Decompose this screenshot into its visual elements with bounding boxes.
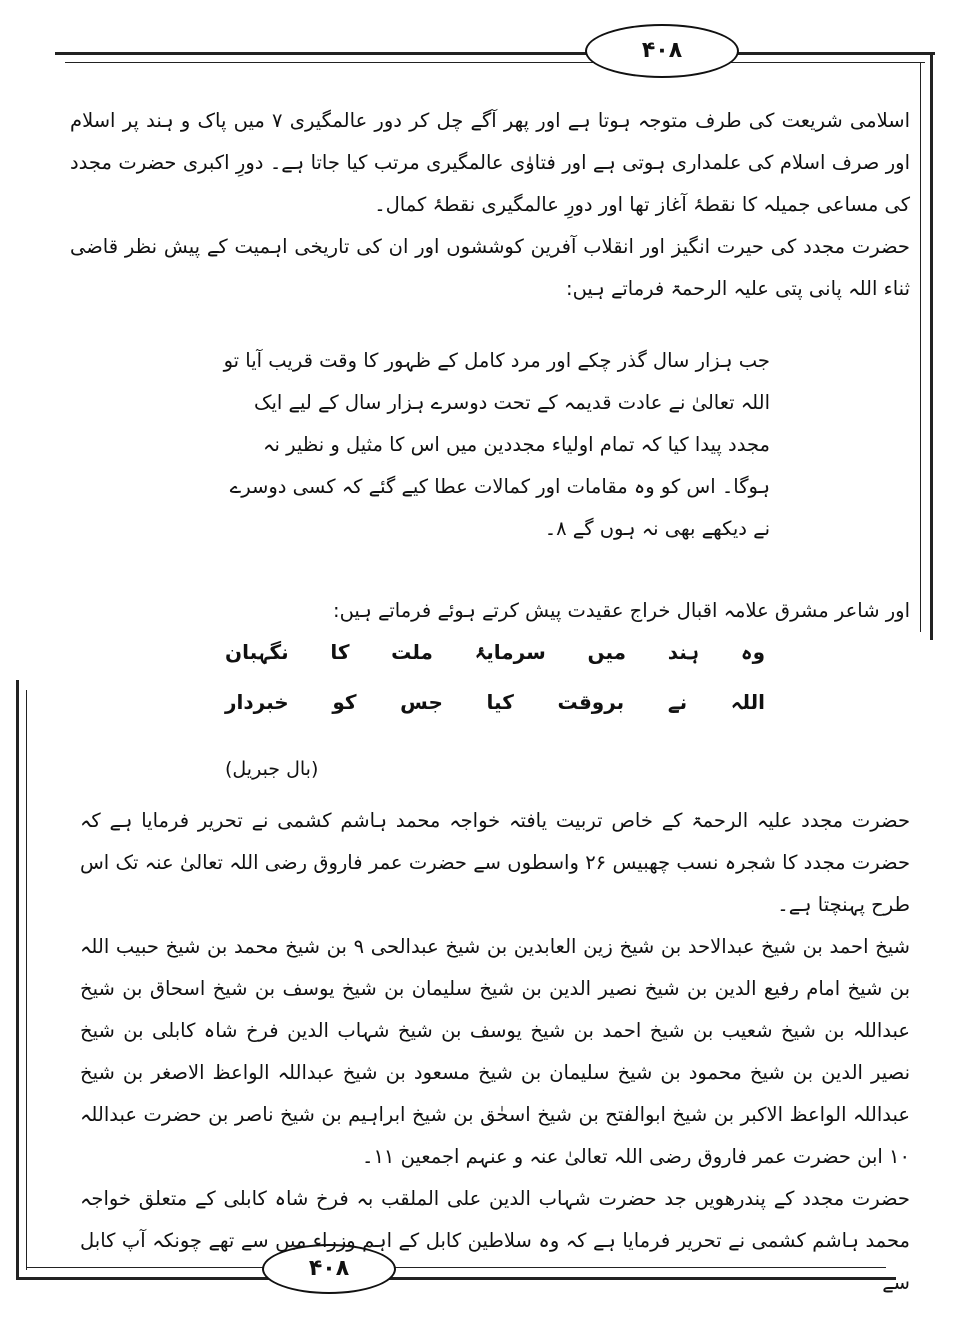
quote-text: جب ہزار سال گذر چکے اور مرد کامل کے ظہور کا وقت قریب آیا تو اللہ تعالیٰ نے عادت قدیمہ کے تحت دوسرے ہزار سال کے لیے ایک مجدد پیدا کیا کہ تمام اولیاء مجددین میں اس کا مثیل و نظیر نہ ہوگا۔ اس کو وہ مقامات اور کمالات عطا کیے گئے کہ کسی دوسرے نے دیکھے بھی نہ ہوں گے ۸۔ [223, 349, 770, 540]
verse-word: میں [587, 640, 627, 664]
block-quote [210, 340, 770, 550]
page-number-bottom: ۴۰۸ [262, 1244, 396, 1294]
verse-word: ہند [667, 640, 700, 664]
verse-word: نے [667, 690, 688, 714]
frame-top-line-inner [65, 62, 925, 63]
paragraph-1: اسلامی شریعت کی طرف متوجہ ہوتا ہے اور پھر آگے چل کر دور عالمگیری ۷ میں پاک و ہند پر اسلام اور صرف اسلام کی علمداری ہوتی ہے اور فتاوٰی عالمگیری مرتب کیا جاتا ہے۔ دورِ اکبری حضرت مجدد کی مساعی جمیلہ کا نقطۂ آغاز تھا اور دورِ عالمگیری نقطۂ کمال۔ [70, 109, 910, 216]
verse-line-1 [225, 640, 765, 664]
verse-citation: (بال جبریل) [225, 758, 319, 780]
paragraph-3-wrap [70, 590, 910, 632]
page-number-top: ۴۰۸ [585, 24, 739, 78]
paragraph-6: حضرت مجدد کے پندرھویں جد حضرت شہاب الدین علی الملقب بہ فرخ شاہ کابلی کے متعلق خواجہ محمد ہاشم کشمی نے تحریر فرمایا ہے کہ وہ سلاطین کابل کے اہم وزراء میں سے تھے چونکہ آپ کابل سے [80, 1187, 910, 1294]
verse-word: ملت [391, 640, 433, 664]
verse-word: کو [332, 690, 357, 714]
verse-word: بروقت [557, 690, 625, 714]
verse-word: سرمایۂ [474, 640, 546, 664]
verse-word: کا [330, 640, 350, 664]
frame-right-line [930, 52, 933, 640]
body-top [70, 100, 910, 310]
paragraph-3: اور شاعر مشرق علامہ اقبال خراج عقیدت پیش کرتے ہوئے فرماتے ہیں: [333, 599, 910, 622]
paragraph-5: شیخ احمد بن شیخ عبدالاحد بن شیخ زین العابدین بن شیخ عبدالحی ۹ بن شیخ محمد بن شیخ حبیب اللہ بن شیخ امام رفیع الدین بن شیخ نصیر الدین بن شیخ سلیمان بن شیخ یوسف بن شیخ اسحاق بن شیخ عبداللہ بن شیخ شعیب بن شیخ احمد بن شیخ یوسف بن شیخ شہاب الدین فرخ شاہ کابلی بن شیخ نصیر الدین بن شیخ محمود بن شیخ سلیمان بن شیخ مسعود بن شیخ عبداللہ الواعظ الاصغر بن شیخ عبداللہ الواعظ الاکبر بن شیخ ابوالفتح بن شیخ اسحٰق بن شیخ ابراہیم بن شیخ ناصر بن حضرت عبداللہ ۱۰ ابن حضرت عمر فاروق رضی اللہ تعالیٰ عنہ و عنہم اجمعین ۱۱۔ [80, 935, 910, 1168]
verse-word: جس [400, 690, 443, 714]
verse-line-2 [225, 690, 765, 714]
paragraph-4: حضرت مجدد علیہ الرحمۃ کے خاص تربیت یافتہ خواجہ محمد ہاشم کشمی نے تحریر فرمایا ہے کہ حضرت مجدد کا شجرہ نسب چھبیس ۲۶ واسطوں سے حضرت عمر فاروق رضی اللہ تعالیٰ عنہ تک اس طرح پہنچتا ہے۔ [80, 809, 910, 916]
verse-word: کیا [486, 690, 514, 714]
verse-word: خبردار [225, 690, 289, 714]
body-bottom [80, 800, 910, 1304]
frame-top-line [55, 52, 935, 55]
verse-word: وہ [740, 640, 765, 664]
verse-word: نگہبان [225, 640, 289, 664]
paragraph-2: حضرت مجدد کی حیرت انگیز اور انقلاب آفرین کوششوں اور ان کی تاریخی اہمیت کے پیش نظر قاضی ثناء اللہ پانی پتی علیہ الرحمۃ فرماتے ہیں: [70, 235, 910, 300]
frame-right-line-inner [920, 62, 921, 632]
verse-word: اللہ [730, 690, 765, 714]
frame-left-line-inner [26, 690, 27, 1270]
frame-left-line [16, 680, 19, 1280]
